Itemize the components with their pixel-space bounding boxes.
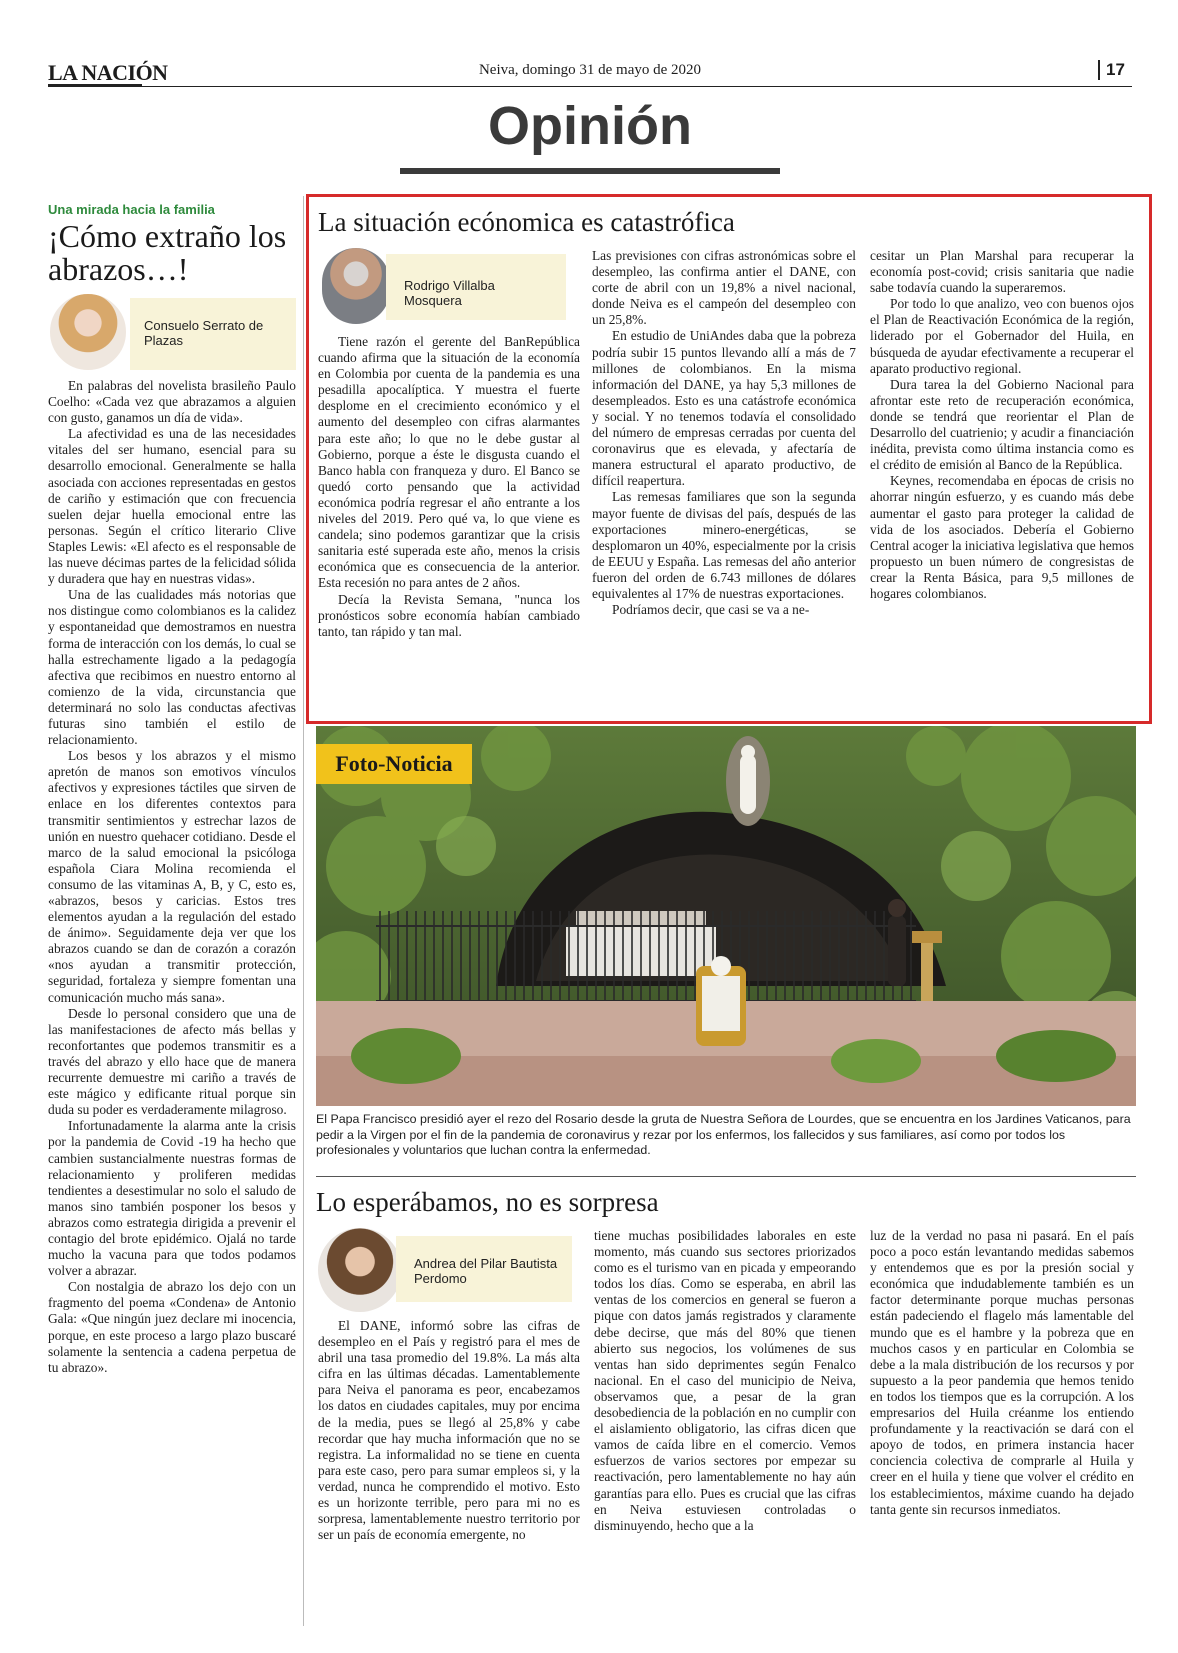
column-divider <box>303 196 304 1626</box>
left-article-body <box>48 378 296 1376</box>
header-rule <box>48 86 1132 87</box>
photo-news-badge: Foto-Noticia <box>316 744 472 784</box>
author-photo-rodrigo <box>322 248 390 324</box>
bottom-article-column-1 <box>318 1318 580 1543</box>
bottom-article-column-3 <box>870 1228 1134 1518</box>
paragraph: Las previsiones con cifras astronómicas sobre el desempleo, las confirma antier el DANE, con corte de abril con un 19,8% a nivel nacional, donde Neiva es el campeón del desempleo con un 25,8%. <box>592 248 856 328</box>
section-title: Opinión <box>488 96 692 156</box>
author-name: Rodrigo Villalba Mosquera <box>404 278 495 308</box>
left-article-headline: ¡Cómo extraño los abrazos…! <box>48 218 287 287</box>
bottom-article-headline: Lo esperábamos, no es sorpresa <box>316 1187 659 1217</box>
section-divider <box>316 1176 1136 1177</box>
photo-caption: El Papa Francisco presidió ayer el rezo del Rosario desde la gruta de Nuestra Señora de Lourdes, que se encuentra en los Jardines Vaticanos, para pedir a la Virgen por el fin de la pandemia de coronavirus y rezar por los enfermos, los fallecidos y sus familiares, así como por todos los profesionales y voluntarios que luchan contra la enfermedad. <box>316 1112 1131 1157</box>
main-article-byline <box>386 254 566 320</box>
section-underline <box>400 168 780 174</box>
paragraph: Decía la Revista Semana, "nunca los pronósticos sobre economía habían cambiado tanto, tan rápido y tan mal. <box>318 591 580 639</box>
paragraph: Los besos y los abrazos y el mismo apretón de manos son emotivos vínculos afectivos y expresiones táctiles que sirven de enlace en los diferentes contextos para transmitir sentimientos y estrechar lazos de unión en nuestro quehacer cotidiano. Desde el marco de la salud emocional la psicóloga española Ciara Molina recomienda el consumo de las vitaminas A, B, y C, esto es, «abrazos, besos y caricias. Estos tres elementos ayudan a la regulación del estado de ánimo». Seguidamente deja ver que los abrazos cuando se dan de corazón a corazón «nos ayudan a transmitir protección, seguridad, fortaleza y siempre fomentan una comunicación mucho más sana». <box>48 748 296 1005</box>
paragraph: tiene muchas posibilidades laborales en este momento, más cuando sus sectores priorizados como es el turismo van en picada y empeorando todos los días. Como se esperaba, en abril las ventas de los comercios en general se fueron a pique con datos jamás registrados y claramente debe decirse, que más del 80% que tienen abierto sus negocios, los volúmenes de sus ventas han sido deprimentes según Fenalco nacional. En el caso del municipio de Neiva, observamos que, a pesar de la gran desobediencia de la población en no cumplir con el aislamiento obligatorio, las cifras dicen que vamos de caída libre en el comercio. Vemos esfuerzos de varios sectores por empezar su reactivación, pero lamentablemente no hay aún garantías para ello. Pues es crucial que las cifras en Neiva estuviesen controladas o disminuyendo, hecho que a la <box>594 1228 856 1533</box>
paragraph: En estudio de UniAndes daba que la pobreza podría subir 15 puntos llevando allí a más de 7 millones de colombianos. En la misma información del DANE, ya hay 5,3 millones de desempleados. Esto es una catástrofe económica y social. Y no tenemos todavía el consolidado del número de empresas cerradas por cuenta del coronavirus que es elevada, y afectaría de manera estructural el aparato productivo, de difícil reapertura. <box>592 328 856 489</box>
author-name: Consuelo Serrato de Plazas <box>144 318 264 348</box>
main-article-column-1 <box>318 334 580 640</box>
logo-text: LA NACIÓN <box>48 60 168 85</box>
paragraph: cesitar un Plan Marshal para recuperar la economía post-covid; crisis sanitaria que nadie sabe todavía cuando la superaremos. <box>870 248 1134 296</box>
main-article-headline: La situación ecónomica es catastrófica <box>318 207 735 237</box>
author-name: Andrea del Pilar Bautista Perdomo <box>414 1256 558 1286</box>
paragraph: Tiene razón el gerente del BanRepública cuando afirma que la situación de la economía en Colombia por cuenta de la pandemia es una pesadilla apocalíptica. Y muestra el fuerte desplome en el crecimiento económico y el aumento del desempleo con cifras alarmantes para este año; lo que no le debe gustar al Gobierno, porque a éste le disgusta cuando el Banco habla con franqueza y duro. El Banco se quedó corto pensando que la actividad económica podría regresar el año entrante a los niveles del 2019. Pero qué va, lo que viene es candela; sino podemos garantizar que la crisis sanitaria esté superada este año, menos la crisis económica que es consecuencia de la anterior. Esta recesión no para antes de 2 años. <box>318 334 580 591</box>
paragraph: El DANE, informó sobre las cifras de desempleo en el País y registró para el mes de abril una tasa promedio del 19.8%. La más alta cifra en las últimas décadas. Lamentablemente para Neiva el panorama es peor, encabezamos los datos en ciudades capitales, muy por encima de la media, pues se llegó al 25,8% y cabe recordar que hay mucha información que no se registra. La informalidad no se tiene en cuenta para este caso, pero para sumar empleos si, y la verdad, nunca he comprendido el motivo. Esto es un horizonte terrible, pero para mi no es sorpresa, lamentablemente nuestro territorio por ser un país de economía emergente, no <box>318 1318 580 1543</box>
bottom-article-column-2 <box>594 1228 856 1534</box>
main-article-column-2 <box>592 248 856 618</box>
paragraph: Dura tarea la del Gobierno Nacional para afrontar este reto de recuperación económica, donde se tendrá que reorientar el Plan de Desarrollo del cuatrienio; y acudir a financiación inédita, prevista como última instancia como es el crédito de emisión al Banco de la República. <box>870 376 1134 473</box>
paragraph: Las remesas familiares que son la segunda mayor fuente de divisas del país, después de las exportaciones minero-energéticas, se desplomaron un 40%, especialmente por la crisis de EEUU y España. Las remesas del año anterior fueron del orden de 6.743 millones de dólares equivalentes al 17% de nuestras exportaciones. <box>592 489 856 601</box>
paragraph: luz de la verdad no pasa ni pasará. En el país poco a poco están levantando medidas sabemos y entendemos que es por la presión social y económica que indudablemente también es un factor determinante porque muchas personas están padeciendo el flagelo más lamentable del mundo que es el hambre y la pobreza que en muchos casos y en particular en Colombia se debe a la mala distribución de los recursos y por supuesto a la peor pandemia que hemos tenido en todos los tiempos que es la corrupción. A los empresarios del Huila créanme los entiendo profundamente y la reactivación se dará con el apoyo de todos, en primera instancia hacer conciencia colectiva de comprarle al Huila y creer en el huila y tiene que volver el crédito en los establecimientos, máxime cuando ha dejado tanta gente sin recursos inmediatos. <box>870 1228 1134 1517</box>
paragraph: Con nostalgia de abrazo los dejo con un fragmento del poema «Condena» de Antonio Gala: «Que ningún juez declare mi inocencia, porque, en este proceso a largo plazo buscaré solamente la sentencia a cadena perpetua de tu abrazo». <box>48 1279 296 1375</box>
paragraph: Por todo lo que analizo, veo con buenos ojos el Plan de Reactivación Económica de la región, liderado por el Gobernador del Huila, en búsqueda de ayudar efectivamente a recuperar el aparato productivo regional. <box>870 296 1134 376</box>
paragraph: Keynes, recomendaba en épocas de crisis no ahorrar ningún esfuerzo, y es cuando más debe aumentar el gasto para proteger la calidad de vida de los asociados. Debería el Gobierno Central acoger la iniciativa legislativa que hemos propuesto un buen número de congresistas de crear la Renta Básica, para 9,5 millones de hogares colombianos. <box>870 473 1134 601</box>
paragraph: Infortunadamente la alarma ante la crisis por la pandemia de Covid -19 ha hecho que cambien sustancialmente nuestras formas de relacionamiento y proliferen medidas tendientes a desestimular no solo el saludo de manos sino también posponer los besos y abrazos como estrategia dirigida a prevenir el contagio del brote epidémico. Ojalá no tarde mucho la vacuna para que todos podamos volver a abrazar. <box>48 1118 296 1279</box>
page-number: 17 <box>1098 60 1125 80</box>
paragraph: Podríamos decir, que casi se va a ne- <box>612 602 810 618</box>
left-article-byline <box>130 298 296 370</box>
paragraph: Desde lo personal considero que una de las manifestaciones de afecto más bellas y reconfortantes que podemos transmitir es a través del abrazo y ello hace que de manera recurrente demuestre mi cariño a través de este mágico y edificante ritual porque sin duda su poder es verdaderamente milagroso. <box>48 1005 296 1118</box>
main-article-column-3 <box>870 248 1134 602</box>
dateline: Neiva, domingo 31 de mayo de 2020 <box>478 62 702 78</box>
author-photo-andrea <box>318 1228 402 1312</box>
left-article-kicker: Una mirada hacia la familia <box>48 202 215 217</box>
newspaper-logo <box>48 60 168 86</box>
paragraph: La afectividad es una de las necesidades vitales del ser humano, esencial para su desarrollo emocional. Generalmente se halla asociada con acciones representadas en gestos de cariño y estimación que con frecuencia suelen dejar huella emocional entre las personas. Según el crítico literario Clive Staples Lewis: «El afecto es el responsable de las nueve décimas partes de la felicidad sólida y duradera que hay en nuestras vidas». <box>48 426 296 587</box>
paragraph: En palabras del novelista brasileño Paulo Coelho: «Cada vez que abrazamos a alguien con gusto, ganamos un día de vida». <box>48 378 296 426</box>
author-photo-consuelo <box>48 292 128 372</box>
bottom-article-byline <box>396 1236 572 1302</box>
paragraph: Una de las cualidades más notorias que nos distingue como colombianos es la calidez y espontaneidad que demostramos en nuestra forma de interacción con los demás, lo cual se halla estrechamente ligado a la pedagogía afectiva que recibimos en nuestro entorno al comienzo de la vida, circunstancia que determinará no solo las conductas afectivas futuras sino también el estilo de relacionamiento. <box>48 587 296 748</box>
